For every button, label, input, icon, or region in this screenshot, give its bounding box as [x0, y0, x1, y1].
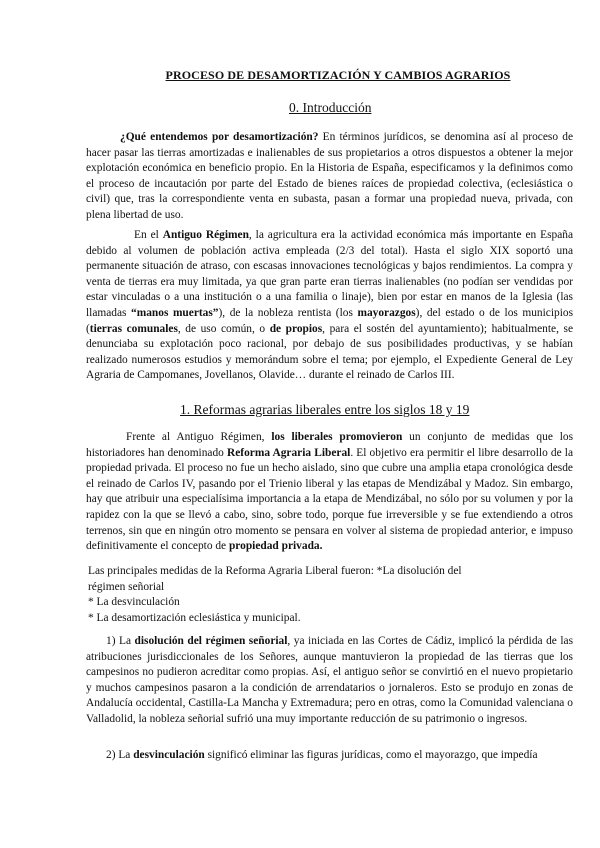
paragraph-definition: ¿Qué entendemos por desamortización? En términos jurídicos, se denomina así al proceso de hacer pasar las tierras amortizadas e inalienables de sus propietarios a otros dispuestos a obtener la mejor explotación económica en beneficio propio. En la Historia de España, especificamos y la definimos como el proceso de incautación por parte del Estado de bienes raíces de propiedad colectiva, (eclesiástica o civil) que, tras la correspondiente venta en subasta, pasan a formar una propiedad nueva, privada, con plena libertad de uso. [86, 131, 573, 221]
measures-list [88, 564, 575, 626]
list-intro: Las principales medidas de la Reforma Agraria Liberal fueron: *La disolución del [88, 565, 462, 577]
paragraph-antiguo-regimen: En el Antiguo Régimen, la agricultura era la actividad económica más importante en España debido al volumen de población activa empleada (2/3 del total). Hasta el siglo XIX soportó una permanente situación de atraso, con escasas innovaciones tecnológicas y bajos rendimientos. La compra y venta de tierras era muy limitada, ya que gran parte eran tierras inalienables (no podían ser vendidas por estar vinculadas o a una institución o a una familia o linaje), bien por estar en manos de la Iglesia (las llamadas “manos muertas”), de la nobleza rentista (los mayorazgos), del estado o de los municipios (tierras comunales, de uso común, o de propios, para el sostén del ayuntamiento); habitualmente, se denunciaba su explotación poco racional, por debajo de sus posibilidades productivas, y se habían realizado numerosos estudios y memorándum sobre el tema; por ejemplo, el Expediente General de Ley Agraria de Campomanes, Jovellanos, Olavide… durante el reinado de Carlos III. [86, 229, 573, 382]
list-item: * La desvinculación [88, 596, 180, 609]
paragraph-disolucion: 1) La disolución del régimen señorial, ya iniciada en las Cortes de Cádiz, implicó la pérdida de las atribuciones jurisdiccionales de los Señores, aunque mantuvieron la propiedad de las tierras que los campesinos no pudieron acreditar como propias. Así, el antiguo señor se convirtió en el nuevo propietario y muchos campesinos pasaron a la condición de arrendatarios o jornaleros. Esto se produjo en zonas de Andalucía occidental, Castilla-La Mancha y Extremadura; pero en otras, como la Comunidad valenciana o Valladolid, la nobleza señorial sufrió una muy importante reducción de su patrimonio o ingresos. [86, 635, 573, 725]
document-title: PROCESO DE DESAMORTIZACIÓN Y CAMBIOS AGRARIOS [165, 68, 511, 82]
list-item: * La desamortización eclesiástica y municipal. [88, 611, 301, 624]
section-heading-introduccion: 0. Introducción [289, 100, 372, 115]
list-intro-continued: régimen señorial [88, 580, 165, 593]
paragraph-desvinculacion: 2) La desvinculación significó eliminar las figuras jurídicas, como el mayorazgo, que impedía [106, 749, 538, 761]
paragraph-reforma-liberal: Frente al Antiguo Régimen, los liberales promovieron un conjunto de medidas que los historiadores han denominado Reforma Agraria Liberal. El objetivo era permitir el libre desarrollo de la propiedad privada. El proceso no fue un hecho aislado, sino que cubre una amplia etapa cronológica desde el reinado de Carlos IV, pasando por el Trienio liberal y las etapas de Mendizábal y Madoz. Sin embargo, hay que atribuir una especialísima importancia a la etapa de Mendizábal, no sólo por su volumen y por la rapidez con la que se llevó a cabo, sino, sobre todo, porque fue irreversible y se fue extendiendo a otros terrenos, sin que en ningún otro momento se pensara en volver al sistema de propiedad anterior, e impuso definitivamente el concepto de propiedad privada. [86, 431, 574, 553]
section-heading-reformas: 1. Reformas agrarias liberales entre los siglos 18 y 19 [180, 402, 470, 417]
